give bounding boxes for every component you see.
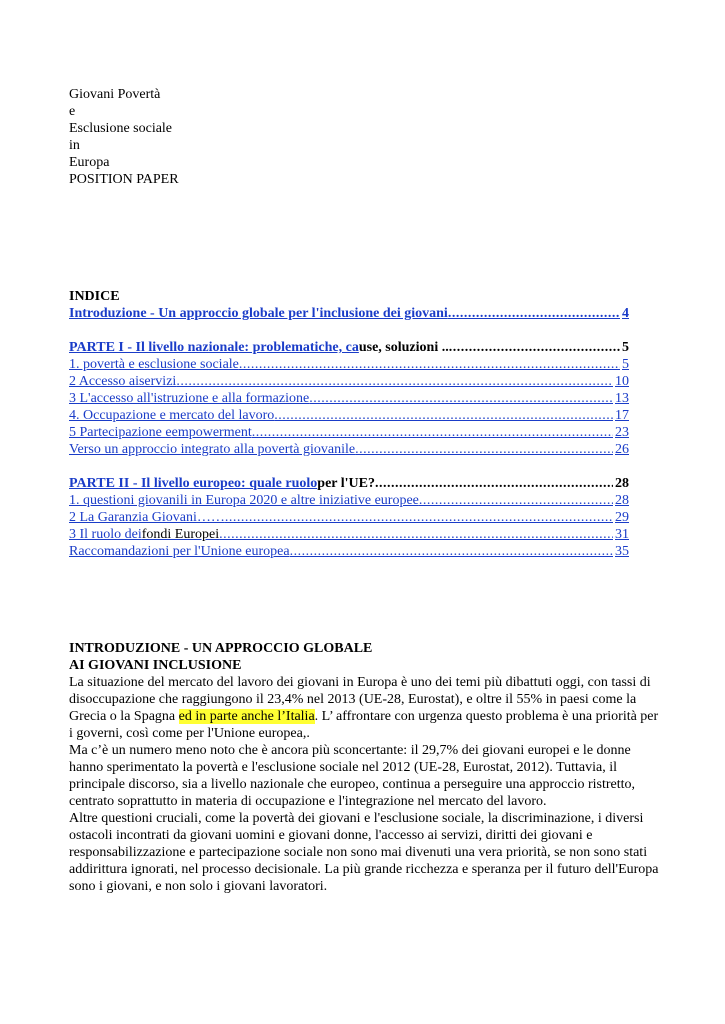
section-heading: AI GIOVANI INCLUSIONE bbox=[69, 658, 242, 673]
toc-entry-label[interactable]: empowerment bbox=[171, 425, 252, 440]
toc-heading: INDICE bbox=[69, 289, 120, 304]
paragraph: Ma c’è un numero meno noto che è ancora più sconcertante: il 29,7% dei giovani europei e le donne hanno sperimentato la povertà e l'esclusione sociale nel 2012 (UE-28, Eurostat, 2012). Tuttavia, il principale discorso, sia a livello nazionale che europeo, continua a perseguire una approccio ristretto, centrato soprattutto in materia di occupazione e l'integrazione nel mercato del lavoro. bbox=[69, 743, 636, 809]
toc-entry-label[interactable]: PARTE II - Il livello europeo: quale ruolo bbox=[69, 476, 318, 491]
toc-page-number[interactable]: 17 bbox=[615, 408, 629, 423]
title-line: POSITION PAPER bbox=[69, 172, 179, 187]
toc-entry-part2[interactable] bbox=[69, 475, 629, 492]
toc-entry-label: fondi Europei bbox=[141, 527, 220, 542]
toc-entry-label[interactable]: 2 Accesso ai bbox=[69, 374, 139, 389]
toc-entry-label[interactable]: 1. questioni giovanili in Europa 2020 e altre iniziative europee bbox=[69, 493, 419, 508]
toc-entry-introduction[interactable] bbox=[69, 305, 629, 322]
toc-entry-label[interactable]: 3 L'accesso all'istruzione e alla formazione bbox=[69, 391, 310, 406]
toc-page-number: 28 bbox=[615, 476, 629, 491]
toc-entry-label[interactable]: Introduzione - Un approccio globale per l'inclusione dei giovani bbox=[69, 306, 448, 321]
toc-entry-label[interactable]: 1. povertà e esclusione sociale bbox=[69, 357, 239, 372]
highlighted-text: ed in parte anche l’Italia bbox=[178, 709, 315, 724]
table-of-contents bbox=[69, 288, 629, 560]
toc-entry-label[interactable]: servizi bbox=[138, 374, 177, 389]
toc-entry-label[interactable]: Raccomandazioni per l'Unione europea bbox=[69, 544, 290, 559]
toc-entry[interactable] bbox=[69, 356, 629, 373]
toc-entry[interactable] bbox=[69, 407, 629, 424]
paragraph: Altre questioni cruciali, come la povertà dei giovani e l'esclusione sociale, la discriminazione, i diversi ostacoli incontrati da giovani uomini e giovani donne, l'accesso ai servizi, diritti dei giovani e responsabilizzazione e partecipazione sociale non sono mai divenuti una vera priorità, se non sono stati addirittura ignorati, nel processo decisionale. La più grande ricchezza e speranza per il futuro dell'Europa sono i giovani, e non solo i giovani lavoratori. bbox=[69, 811, 659, 894]
toc-page-number[interactable]: 29 bbox=[615, 510, 629, 525]
toc-entry-label[interactable]: 4. Occupazione e mercato del lavoro bbox=[69, 408, 275, 423]
toc-entry-label[interactable]: 2 La Garanzia Giovani…… bbox=[69, 510, 225, 525]
toc-entry-label[interactable]: PARTE I - Il livello nazionale: problematiche, ca bbox=[69, 340, 359, 355]
toc-page-number[interactable]: 5 bbox=[622, 357, 629, 372]
title-line: Esclusione sociale bbox=[69, 121, 173, 136]
document-title bbox=[69, 86, 179, 188]
toc-entry-label[interactable]: 3 Il ruolo dei bbox=[69, 527, 142, 542]
toc-entry-label[interactable]: 5 Partecipazione e bbox=[69, 425, 172, 440]
toc-entry-label[interactable]: Verso un approccio integrato alla povertà giovanile bbox=[69, 442, 356, 457]
toc-entry[interactable] bbox=[69, 509, 629, 526]
title-line: e bbox=[69, 104, 76, 119]
title-line: Europa bbox=[69, 155, 110, 170]
toc-page-number[interactable]: 23 bbox=[615, 425, 629, 440]
toc-page-number[interactable]: 28 bbox=[615, 493, 629, 508]
toc-page-number: 5 bbox=[622, 340, 629, 355]
toc-page-number[interactable]: 10 bbox=[615, 374, 629, 389]
toc-entry[interactable] bbox=[69, 492, 629, 509]
toc-entry-part1[interactable] bbox=[69, 339, 629, 356]
title-line: in bbox=[69, 138, 80, 153]
toc-page-number[interactable]: 26 bbox=[615, 442, 629, 457]
paragraph: La situazione del mercato del lavoro dei giovani in Europa è uno dei temi più dibattuti oggi, con tassi di disoccupazione che raggiungono il 23,4% nel 2013 (UE-28, Eurostat), e oltre il 55% in paesi come la Grecia o la Spagna ed in parte anche l’Italia. L’ affrontare con urgenza questo problema è una priorità per i governi, così come per l'Unione europea,. bbox=[69, 675, 659, 741]
toc-entry[interactable] bbox=[69, 543, 629, 560]
introduction-section bbox=[69, 640, 659, 895]
toc-entry[interactable] bbox=[69, 441, 629, 458]
toc-page-number[interactable]: 35 bbox=[615, 544, 629, 559]
toc-entry[interactable] bbox=[69, 373, 629, 390]
toc-page-number[interactable]: 31 bbox=[615, 527, 629, 542]
section-heading: INTRODUZIONE - UN APPROCCIO GLOBALE bbox=[69, 641, 373, 656]
toc-entry[interactable] bbox=[69, 424, 629, 441]
toc-entry-label-rest: use, soluzioni .. bbox=[358, 340, 449, 355]
toc-entry[interactable] bbox=[69, 526, 629, 543]
toc-entry[interactable] bbox=[69, 390, 629, 407]
toc-entry-label-rest: per l'UE? bbox=[317, 476, 375, 491]
toc-page-number[interactable]: 13 bbox=[615, 391, 629, 406]
toc-page-number[interactable]: 4 bbox=[622, 306, 629, 321]
title-line: Giovani Povertà bbox=[69, 87, 161, 102]
